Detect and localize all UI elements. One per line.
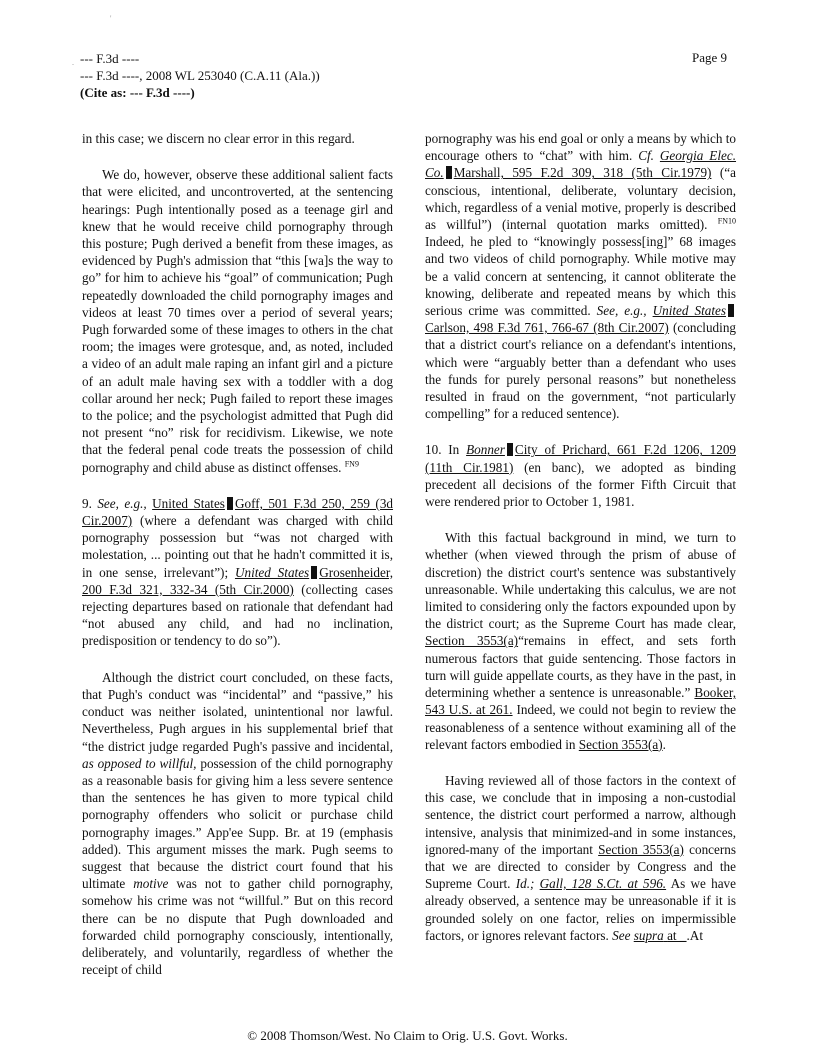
scan-speck: ' bbox=[110, 14, 112, 23]
case-link[interactable]: City of Prichard, 661 F.2d 1206, 1209 (11th Cir.1981) bbox=[425, 442, 737, 475]
footnote-9: 9. See, e.g., United States Goff, 501 F.3d 250, 259 (3d Cir.2007) (where a defendant was charged with child pornography possession but “was not charged with molestation, ... pointing out that he hadn't committed it is, in one sense, irrelevant”); United States Grosenheider, 200 F.3d 321, 332-34 (5th Cir.2000) (collecting cases rejecting departures based on rationale that defendant had “not abused any child, and had no inclination, predisposition or tendency to do so”). bbox=[82, 495, 394, 649]
scan-speck: . bbox=[72, 58, 74, 67]
footnote-ref-fn10[interactable]: FN10 bbox=[717, 216, 736, 226]
header-cite-as: (Cite as: --- F.3d ----) bbox=[80, 85, 195, 100]
footnote-10: 10. In Bonner City of Prichard, 661 F.2d 1206, 1209 (11th Cir.1981) (en banc), we adopted as binding precedent all decisions of the former Fifth Circuit that were rendered prior to October 1, 1981. bbox=[425, 442, 737, 510]
redaction-mark bbox=[728, 304, 734, 317]
right-column bbox=[425, 130, 736, 944]
case-link[interactable]: United States bbox=[234, 564, 310, 580]
statute-link[interactable]: Section 3553(a) bbox=[425, 633, 519, 649]
header-line-2: --- F.3d ----, 2008 WL 253040 (C.A.11 (Ala.)) bbox=[80, 68, 320, 83]
case-link[interactable]: Booker, 543 U.S. at 261. bbox=[425, 685, 736, 718]
case-link[interactable]: Georgia Elec. Co. bbox=[425, 148, 737, 181]
case-link[interactable]: Gall, 128 S.Ct. at 596. bbox=[539, 876, 667, 892]
case-link[interactable]: Goff, 501 F.3d 250, 259 (3d Cir.2007) bbox=[82, 495, 394, 529]
paragraph: Although the district court concluded, on these facts, that Pugh's conduct was “incidental” and “passive,” his conduct was neither isolated, unintentional nor lawful. Nevertheless, Pugh argues in his supplemental brief that “the district judge regarded Pugh's passive and incidental, as opposed to willful, possession of the child pornography as a reasonable basis for giving him a less severe sentence than the sentences he has given to more typical child pornography offenders who solicit or purchase child pornography images.” App'ee Supp. Br. at 19 (emphasis added). This argument misses the mark. Pugh seems to suggest that because the district court found that his ultimate motive was not to gather child pornography, somehow his crime was not “willful.” But on this record there can be no dispute that Pugh downloaded and forwarded child pornography consciously, intentionally, deliberately, and voluntarily, regardless of whether the receipt of child bbox=[82, 669, 394, 978]
redaction-mark bbox=[311, 566, 317, 579]
citation-header bbox=[80, 50, 320, 101]
case-link[interactable]: Carlson, 498 F.3d 761, 766-67 (8th Cir.2007) bbox=[425, 320, 669, 336]
case-link[interactable]: Grosenheider, 200 F.3d 321, 332-34 (5th Cir.2000) bbox=[82, 564, 393, 597]
statute-link[interactable]: Section 3553(a) bbox=[598, 841, 684, 857]
paragraph: We do, however, observe these additional salient facts that were elicited, and uncontroverted, at the sentencing hearings: Pugh intentionally posed as a teenage girl and knew that he would receive child pornography through this posture; Pugh derived a benefit from these images, as evidenced by Pugh's admission that “this [wa]s the way to go” for him to achieve his “goal” of communication; Pugh repeatedly downloaded the child pornography images and videos at least 70 times over a period of several years; Pugh forwarded some of these images to others in the chat room; the images were grotesque, and, as noted, included a video of an adult male raping an infant girl and a picture of an adult male having sex with a toddler with a dog collar around her neck; Pugh failed to report these images to the police; and the psychologist admitted that Pugh did not present “no” risk for recidivism. Likewise, we note that the federal penal code treats the possession of child pornography and child abuse as distinct offenses. $^{FN9}$ bbox=[82, 167, 393, 475]
left-column bbox=[82, 130, 393, 978]
redaction-mark bbox=[507, 443, 513, 456]
paragraph: in this case; we discern no clear error in this regard. bbox=[82, 131, 355, 146]
page-number: Page 9 bbox=[691, 50, 727, 65]
case-link[interactable]: United States bbox=[152, 495, 225, 511]
case-link[interactable]: Marshall, 595 F.2d 309, 318 (5th Cir.1979) bbox=[453, 165, 712, 181]
redaction-mark bbox=[446, 166, 452, 179]
supra-link[interactable]: supra at _ bbox=[633, 927, 687, 943]
paragraph: pornography was his end goal or only a means by which to encourage others to “chat” with him. Cf. Georgia Elec. Co. Marshall, 595 F.2d 309, 318 (5th Cir.1979) (“a conscious, intentional, deliberate, voluntary decision, which, regardless of a venial motive, properly is described as willful”) (internal quotation marks omitted). $^{FN10}$ Indeed, he pled to “knowingly possess[ing]” 68 images and two videos of child pornography. While motive may be a valid concern at sentencing, it cannot obliterate the knowing, deliberate and repeated means by which this serious crime was committed. See, e.g., United StatesCarlson, 498 F.3d 761, 766-67 (8th Cir.2007) (concluding that a district court's reliance on a defendant's intentions, which were “arguably better than a defendant who uses the funds for purely personal reasons” but nonetheless resulted in fraud on the government, “not particularly compelling” for a reduced sentence). bbox=[425, 131, 737, 422]
case-link[interactable]: Bonner bbox=[466, 442, 505, 458]
paragraph: With this factual background in mind, we turn to whether (when viewed through the prism of abuse of discretion) the district court's sentence was substantively unreasonable. While undertaking this calculus, we are not limited to considering only the factors expounded upon by the district court; as the Supreme Court has made clear, Section 3553(a)“remains in effect, and sets forth numerous factors that guide sentencing. Those factors in turn will guide appellate courts, as they have in the past, in determining whether a sentence is unreasonable.” Booker, 543 U.S. at 261. Indeed, we could not begin to review the reasonableness of a sentence without examining all of the relevant factors embodied in Section 3553(a). bbox=[425, 530, 737, 752]
redaction-mark bbox=[227, 497, 233, 510]
case-link[interactable]: United States bbox=[652, 303, 727, 319]
statute-link[interactable]: Section 3553(a) bbox=[578, 736, 663, 752]
header-line-1: --- F.3d ---- bbox=[80, 51, 140, 66]
paragraph: Having reviewed all of those factors in the context of this case, we conclude that in imposing a non-custodial sentence, the district court performed a narrow, although intensive, analysis that minimized-and in some instances, ignored-many of the important Section 3553(a) concerns that we are directed to consider by Congress and the Supreme Court. Id.; Gall, 128 S.Ct. at 596. As we have already observed, a sentence may be unreasonable if it is grounded solely on one factor, relies on impermissible factors, or ignores relevant factors. See supra at _.At bbox=[425, 772, 737, 943]
footnote-ref-fn9[interactable]: FN9 bbox=[344, 459, 359, 469]
copyright-footer: © 2008 Thomson/West. No Claim to Orig. U.S. Govt. Works. bbox=[247, 1028, 568, 1043]
